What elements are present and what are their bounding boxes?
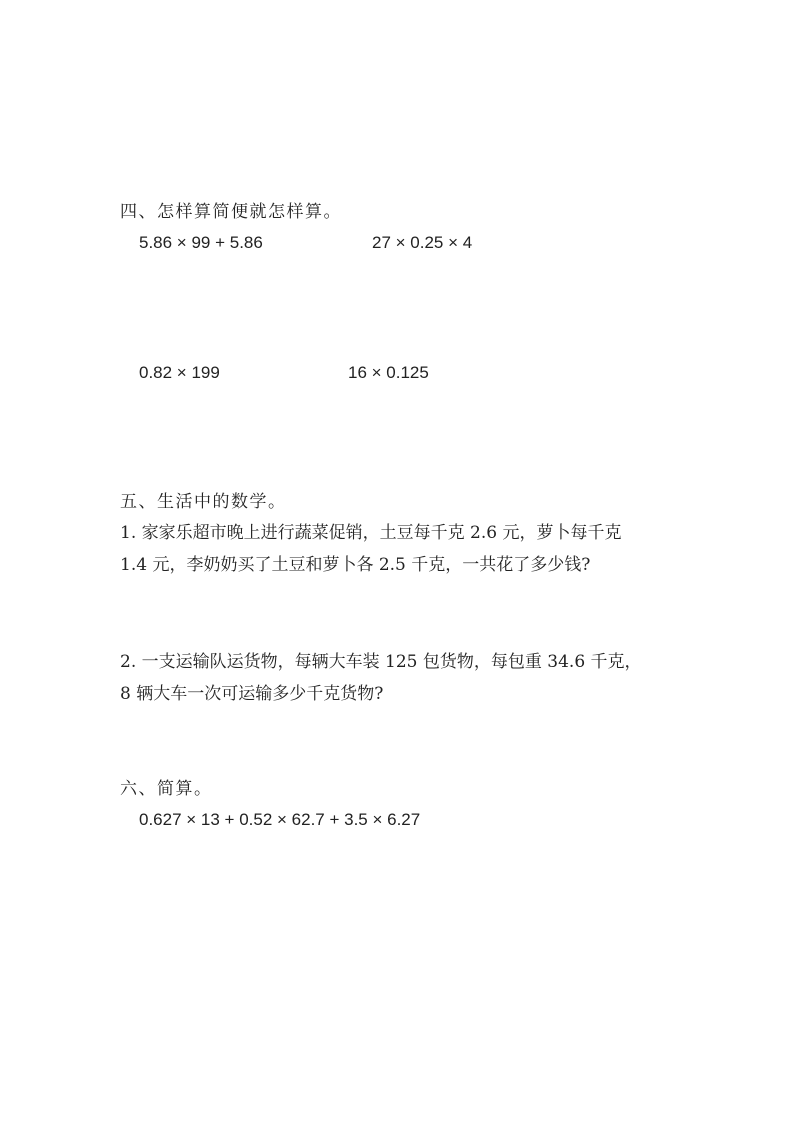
problem-4-3: 0.82 × 199 bbox=[139, 363, 220, 382]
problem-4-2: 27 × 0.25 × 4 bbox=[372, 233, 473, 252]
question-1-line-1: 1. 家家乐超市晚上进行蔬菜促销，土豆每千克 2.6 元，萝卜每千克 bbox=[120, 523, 622, 543]
question-1-line-2: 1.4 元，李奶奶买了土豆和萝卜各 2.5 千克，一共花了多少钱? bbox=[120, 555, 591, 575]
question-2-line-2: 8 辆大车一次可运输多少千克货物? bbox=[120, 684, 384, 704]
section-6-title: 六、简算。 bbox=[120, 779, 213, 799]
section-5-title: 五、生活中的数学。 bbox=[120, 492, 287, 512]
problem-4-4: 16 × 0.125 bbox=[348, 363, 429, 382]
question-2-line-1: 2. 一支运输队运货物，每辆大车装 125 包货物，每包重 34.6 千克， bbox=[120, 652, 642, 672]
problem-6-1: 0.627 × 13 + 0.52 × 62.7 + 3.5 × 6.27 bbox=[139, 810, 421, 829]
section-4-title: 四、怎样算简便就怎样算。 bbox=[120, 202, 342, 222]
problem-4-1: 5.86 × 99 + 5.86 bbox=[139, 233, 263, 252]
